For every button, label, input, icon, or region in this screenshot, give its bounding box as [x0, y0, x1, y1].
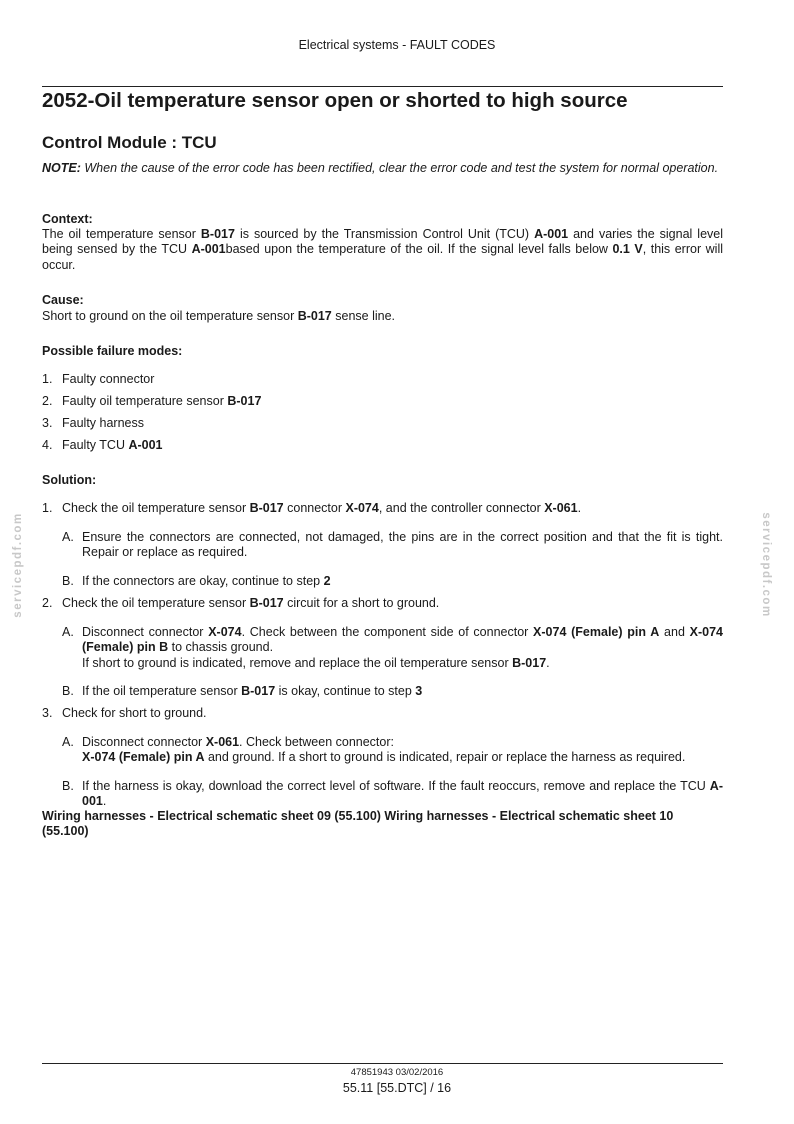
header-rule	[42, 86, 723, 87]
substep-ref: X-074 (Female) pin B	[82, 625, 723, 655]
cause-ref: B-017	[297, 309, 332, 323]
substep-text: is okay, continue to step	[275, 684, 416, 698]
watermark-right: servicepdf.com	[760, 512, 772, 618]
wiring-harness-references: Wiring harnesses - Electrical schematic sheet 09 (55.100) Wiring harnesses - Electrical schematic sheet 10 (55.100)	[42, 809, 674, 839]
step-text: Check the oil temperature sensor	[62, 501, 250, 515]
substep-ref: A-001	[82, 779, 723, 809]
cause-paragraph	[42, 309, 723, 324]
substep-text: .	[546, 655, 550, 670]
context-paragraph	[42, 227, 723, 273]
substep	[82, 735, 723, 766]
footer-page-number: 55.11 [55.DTC] / 16	[342, 1081, 452, 1095]
failure-mode-item	[62, 394, 261, 409]
failure-mode-number: 1.	[42, 372, 53, 386]
step-ref: B-017	[249, 501, 284, 515]
failure-mode-text: Faulty connector	[62, 372, 155, 386]
substep-ref: X-074	[208, 625, 242, 639]
substep-text: . Check between connector:	[239, 735, 394, 749]
failure-mode-text: Faulty harness	[62, 416, 144, 430]
failure-mode-ref: A-001	[128, 438, 163, 452]
context-text: , this error will occur.	[42, 242, 723, 272]
substep-text: and	[659, 625, 690, 639]
substep-letter: A.	[62, 530, 74, 544]
substep: Ensure the connectors are connected, not damaged, the pins are in the correct position and that the fit is tight. Repair or replace as required.	[82, 530, 723, 560]
substep-letter: B.	[62, 779, 74, 793]
substep-letter: A.	[62, 735, 74, 749]
note-paragraph	[42, 161, 723, 176]
step-text: Check the oil temperature sensor	[62, 596, 250, 610]
substep	[82, 625, 723, 671]
substep-ref: X-074 (Female) pin A	[533, 625, 660, 639]
failure-modes-label: Possible failure modes:	[42, 344, 183, 358]
note-text: When the cause of the error code has been rectified, clear the error code and test the system for normal operation.	[80, 161, 719, 175]
watermark-left: servicepdf.com	[12, 512, 24, 618]
substep-ref: 3	[415, 684, 423, 698]
context-text: based upon the temperature of the oil. If the signal level falls below	[225, 242, 613, 257]
substep	[82, 684, 723, 699]
substep-text: If the harness is okay, download the correct level of software. If the fault reoccurs, remove and replace the TCU	[82, 779, 710, 793]
substep-text: If short to ground is indicated, remove and replace the oil temperature sensor	[82, 655, 513, 670]
substep	[82, 574, 723, 589]
step-text: circuit for a short to ground.	[283, 596, 440, 610]
substep-text: Disconnect connector	[82, 735, 206, 749]
cause-text: Short to ground on the oil temperature sensor	[42, 309, 298, 323]
step-ref: B-017	[249, 596, 284, 610]
failure-mode-number: 3.	[42, 416, 53, 430]
solution-step	[62, 596, 439, 611]
failure-mode-item	[62, 372, 154, 387]
footer-rule	[42, 1063, 723, 1064]
substep-letter: B.	[62, 574, 74, 588]
failure-mode-text: Faulty TCU	[62, 438, 129, 452]
substep-text: to chassis ground.	[168, 640, 274, 655]
substep-text: and ground. If a short to ground is indicated, repair or replace the harness as required.	[204, 750, 686, 765]
context-label: Context:	[42, 212, 93, 226]
substep	[82, 779, 723, 810]
solution-label: Solution:	[42, 473, 97, 487]
substep-letter: A.	[62, 625, 74, 639]
substep-text: .	[102, 794, 107, 809]
solution-step-number: 1.	[42, 501, 53, 515]
step-ref: X-061	[544, 501, 578, 515]
substep-text: If the connectors are okay, continue to step	[82, 574, 324, 588]
step-text: connector	[283, 501, 346, 515]
failure-mode-text: Faulty oil temperature sensor	[62, 394, 228, 408]
running-header: Electrical systems - FAULT CODES	[298, 38, 496, 52]
failure-mode-number: 2.	[42, 394, 53, 408]
step-text: .	[577, 501, 582, 515]
failure-mode-item	[62, 438, 163, 453]
note-label: NOTE:	[42, 161, 81, 175]
substep-text: Disconnect connector	[82, 625, 209, 639]
context-ref: B-017	[200, 227, 235, 241]
solution-step-number: 2.	[42, 596, 53, 610]
context-text: The oil temperature sensor	[42, 227, 201, 241]
solution-step-number: 3.	[42, 706, 53, 720]
context-ref: 0.1 V	[612, 242, 643, 257]
substep-ref: X-074 (Female) pin A	[82, 750, 205, 765]
footer-doc-id: 47851943 03/02/2016	[350, 1067, 444, 1078]
substep-ref: X-061	[205, 735, 240, 749]
substep-text: . Check between the component side of connector	[241, 625, 534, 639]
step-text: , and the controller connector	[378, 501, 545, 515]
cause-text: sense line.	[331, 309, 395, 323]
control-module-heading: Control Module : TCU	[42, 133, 217, 152]
substep-ref: B-017	[512, 655, 547, 670]
failure-mode-ref: B-017	[227, 394, 262, 408]
context-ref: A-001	[534, 227, 569, 241]
substep-text: If the oil temperature sensor	[82, 684, 242, 698]
context-text: and varies the signal level being sensed by the TCU	[42, 227, 723, 257]
context-ref: A-001	[191, 242, 226, 257]
cause-label: Cause:	[42, 293, 84, 307]
failure-mode-number: 4.	[42, 438, 53, 452]
substep-ref: B-017	[241, 684, 276, 698]
solution-step	[62, 501, 581, 516]
substep-ref: 2	[323, 574, 331, 588]
solution-step: Check for short to ground.	[62, 706, 207, 720]
context-text: is sourced by the Transmission Control Unit (TCU)	[234, 227, 535, 241]
failure-mode-item	[62, 416, 144, 431]
page-title: 2052-Oil temperature sensor open or shorted to high source	[42, 89, 628, 112]
substep-letter: B.	[62, 684, 74, 698]
step-ref: X-074	[345, 501, 379, 515]
